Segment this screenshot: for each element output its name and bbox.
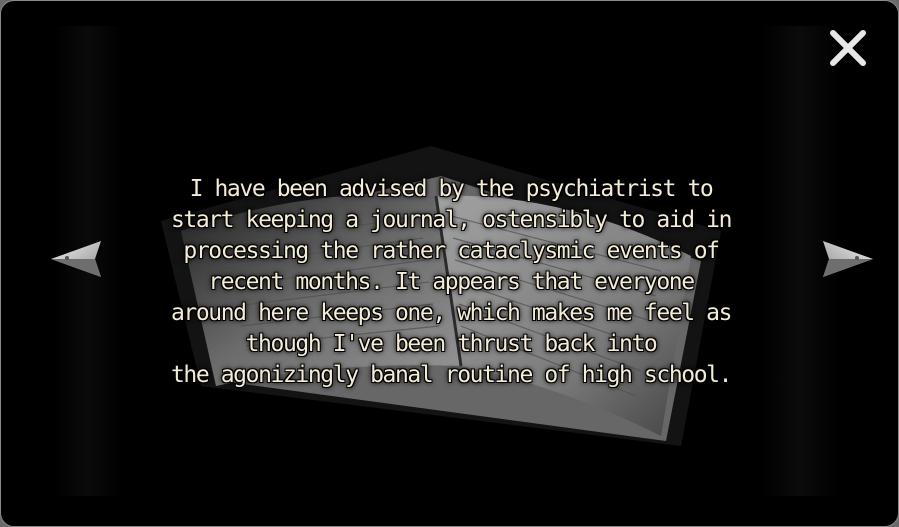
journal-line: start keeping a journal, ostensibly to aid in: [170, 207, 732, 233]
journal-line: recent months. It appears that everyone: [208, 269, 694, 295]
next-page-button[interactable]: [819, 237, 875, 281]
journal-line: around here keeps one, which makes me feel as: [170, 300, 732, 326]
arrow-left-icon: [49, 237, 105, 281]
journal-line: processing the rather cataclysmic events of: [183, 238, 719, 264]
previous-page-button[interactable]: [49, 237, 105, 281]
journal-line: I have been advised by the psychiatrist to: [189, 176, 713, 202]
close-button[interactable]: [825, 25, 871, 71]
close-icon: [825, 25, 871, 71]
journal-line: the agonizingly banal routine of high school.: [170, 362, 732, 388]
journal-line: though I've been thrust back into: [245, 331, 657, 357]
arrow-right-icon: [819, 237, 875, 281]
journal-entry-text: [121, 174, 781, 391]
